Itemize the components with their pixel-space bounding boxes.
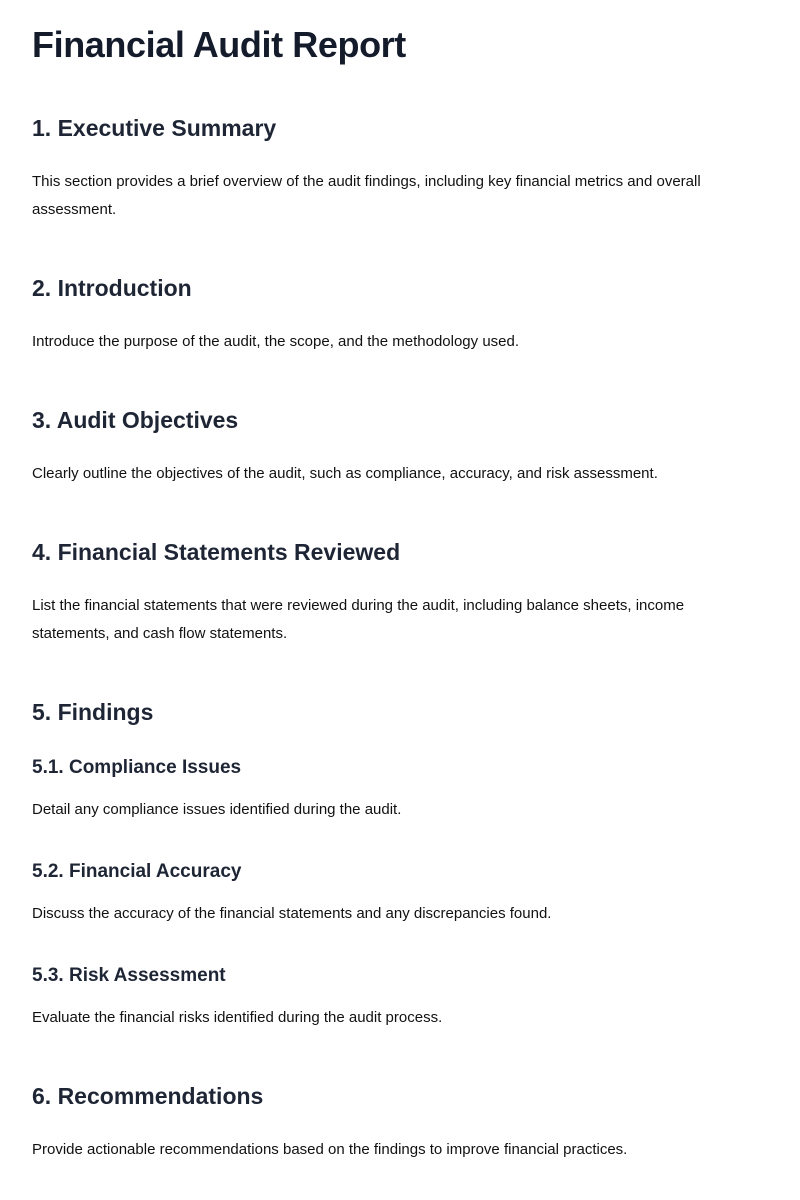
subsection-heading-risk-assessment: 5.3. Risk Assessment	[32, 965, 226, 986]
subsection-heading-financial-accuracy: 5.2. Financial Accuracy	[32, 861, 242, 882]
page-title: Financial Audit Report	[32, 24, 406, 65]
section-heading-recommendations: 6. Recommendations	[32, 1083, 264, 1109]
section-body-introduction: Introduce the purpose of the audit, the scope, and the methodology used.	[32, 333, 520, 350]
subsection-body-risk-assessment: Evaluate the financial risks identified during the audit process.	[32, 1009, 443, 1026]
section-body-executive-summary: This section provides a brief overview of the audit findings, including key financial metrics and overall assessment.	[32, 173, 701, 218]
section-heading-executive-summary: 1. Executive Summary	[32, 115, 277, 141]
subsection-heading-compliance-issues: 5.1. Compliance Issues	[32, 757, 242, 778]
section-body-recommendations: Provide actionable recommendations based on the findings to improve financial practices.	[32, 1141, 628, 1158]
section-heading-audit-objectives: 3. Audit Objectives	[32, 407, 239, 433]
subsection-body-compliance-issues: Detail any compliance issues identified during the audit.	[32, 801, 402, 818]
section-body-audit-objectives: Clearly outline the objectives of the audit, such as compliance, accuracy, and risk assessment.	[32, 465, 658, 482]
section-heading-introduction: 2. Introduction	[32, 275, 192, 301]
section-heading-financial-statements-reviewed: 4. Financial Statements Reviewed	[32, 539, 401, 565]
subsection-body-financial-accuracy: Discuss the accuracy of the financial statements and any discrepancies found.	[32, 905, 552, 922]
section-body-financial-statements-reviewed: List the financial statements that were reviewed during the audit, including balance sheets, income statements, and cash flow statements.	[32, 597, 685, 642]
section-heading-findings: 5. Findings	[32, 699, 154, 725]
